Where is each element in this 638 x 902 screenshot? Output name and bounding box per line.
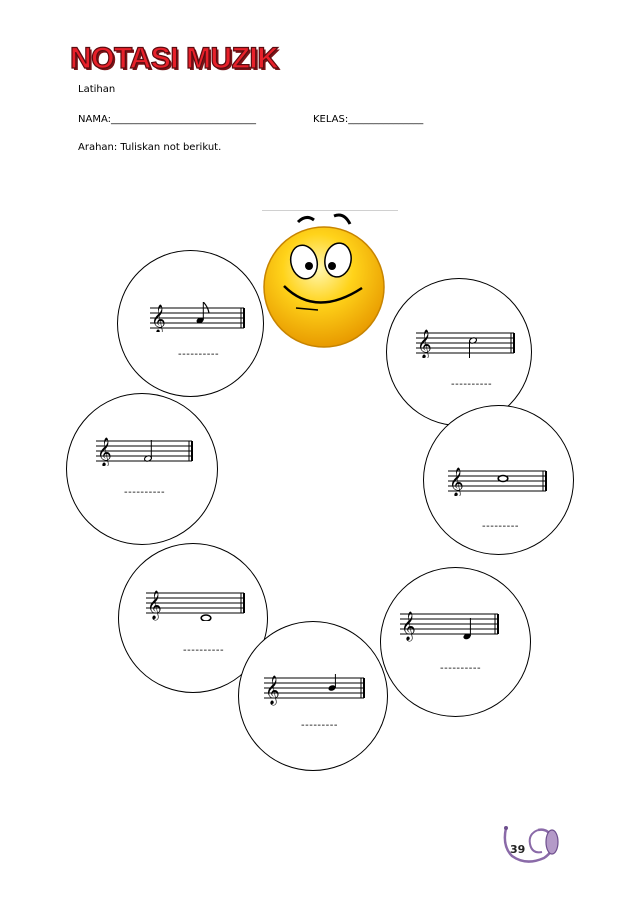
exercise-circle	[66, 393, 218, 545]
french-horn-icon	[498, 822, 560, 868]
answer-blank[interactable]: ----------	[178, 349, 220, 360]
exercise-circle	[380, 567, 531, 717]
page-number: 39	[510, 843, 526, 856]
answer-blank[interactable]: ---------	[482, 521, 519, 532]
treble-clef-icon: 𝄞	[151, 304, 166, 332]
music-staff	[414, 326, 518, 358]
instruction-text: Arahan: Tuliskan not berikut.	[78, 142, 222, 153]
music-staff	[144, 589, 248, 621]
treble-clef-icon: 𝄞	[97, 437, 112, 466]
subtitle: Latihan	[78, 84, 116, 95]
music-staff	[446, 464, 550, 496]
answer-blank[interactable]: ----------	[124, 487, 166, 498]
music-staff	[262, 674, 368, 706]
treble-clef-icon: 𝄞	[147, 590, 162, 619]
answer-blank[interactable]: ---------	[301, 720, 338, 731]
treble-clef-icon: 𝄞	[265, 675, 280, 704]
treble-clef-icon: 𝄞	[449, 467, 464, 496]
note-head	[498, 476, 508, 482]
note-head	[201, 615, 211, 621]
smiley-icon	[258, 206, 390, 356]
page-title: NOTASI MUZIK	[70, 42, 279, 75]
answer-blank[interactable]: ----------	[183, 645, 225, 656]
treble-clef-icon: 𝄞	[401, 611, 416, 640]
class-field[interactable]: KELAS:_______________	[313, 114, 424, 125]
name-field[interactable]: NAMA:_____________________________	[78, 114, 256, 125]
music-staff	[398, 610, 502, 642]
answer-blank[interactable]: ----------	[440, 663, 482, 674]
answer-blank[interactable]: ----------	[451, 379, 493, 390]
music-staff	[94, 434, 196, 466]
music-staff	[148, 302, 248, 332]
treble-clef-icon: 𝄞	[417, 329, 432, 358]
